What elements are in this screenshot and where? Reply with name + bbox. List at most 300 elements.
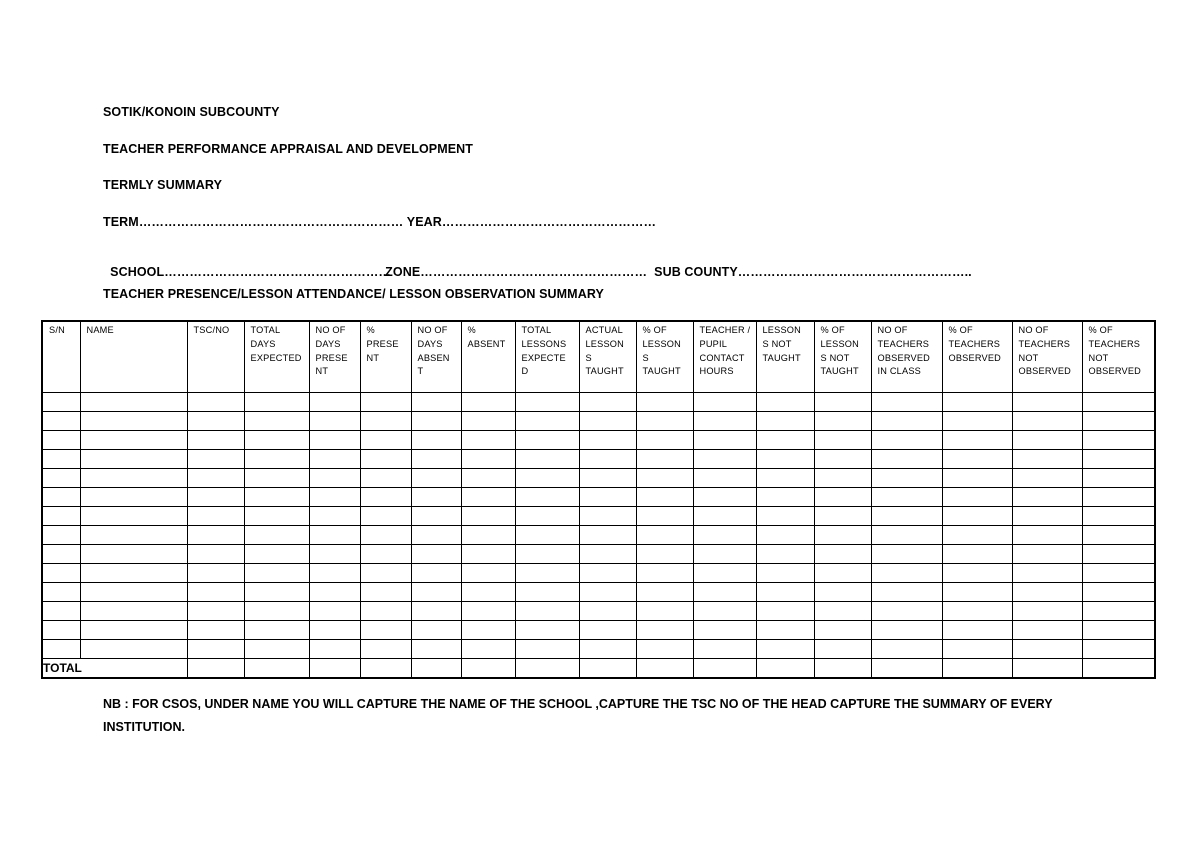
table-cell[interactable] bbox=[1012, 583, 1082, 602]
table-cell[interactable] bbox=[244, 412, 309, 431]
table-cell[interactable] bbox=[42, 431, 80, 450]
table-cell[interactable] bbox=[309, 431, 360, 450]
table-cell[interactable] bbox=[309, 564, 360, 583]
total-cell[interactable] bbox=[515, 659, 579, 679]
table-cell[interactable] bbox=[244, 545, 309, 564]
column-header: TOTAL LESSONS EXPECTE D bbox=[515, 321, 579, 393]
table-cell[interactable] bbox=[756, 393, 814, 412]
table-cell[interactable] bbox=[360, 469, 411, 488]
table-cell[interactable] bbox=[579, 412, 636, 431]
table-cell[interactable] bbox=[636, 526, 693, 545]
table-cell[interactable] bbox=[515, 564, 579, 583]
table-cell[interactable] bbox=[1082, 507, 1155, 526]
table-cell[interactable] bbox=[515, 640, 579, 659]
school-zone-line bbox=[103, 251, 972, 279]
table-cell[interactable] bbox=[309, 583, 360, 602]
table-cell[interactable] bbox=[309, 393, 360, 412]
table-cell[interactable] bbox=[636, 545, 693, 564]
table-cell[interactable] bbox=[515, 583, 579, 602]
table-cell[interactable] bbox=[42, 621, 80, 640]
table-cell[interactable] bbox=[871, 412, 942, 431]
total-cell[interactable] bbox=[309, 659, 360, 679]
table-cell[interactable] bbox=[871, 602, 942, 621]
table-cell[interactable] bbox=[756, 488, 814, 507]
table-cell[interactable] bbox=[1012, 602, 1082, 621]
table-cell[interactable] bbox=[579, 488, 636, 507]
table-cell[interactable] bbox=[942, 469, 1012, 488]
table-cell[interactable] bbox=[1082, 412, 1155, 431]
table-cell[interactable] bbox=[309, 640, 360, 659]
table-cell[interactable] bbox=[42, 507, 80, 526]
table-cell[interactable] bbox=[42, 526, 80, 545]
column-header: ACTUAL LESSON S TAUGHT bbox=[579, 321, 636, 393]
table-cell[interactable] bbox=[636, 583, 693, 602]
table-cell[interactable] bbox=[360, 431, 411, 450]
total-cell[interactable] bbox=[360, 659, 411, 679]
table-cell[interactable] bbox=[461, 469, 515, 488]
table-cell[interactable] bbox=[411, 431, 461, 450]
table-cell[interactable] bbox=[1082, 640, 1155, 659]
table-cell[interactable] bbox=[579, 621, 636, 640]
table-cell[interactable] bbox=[579, 469, 636, 488]
table-cell[interactable] bbox=[814, 469, 871, 488]
table-cell[interactable] bbox=[309, 602, 360, 621]
table-cell[interactable] bbox=[814, 621, 871, 640]
table-cell[interactable] bbox=[80, 621, 187, 640]
table-cell[interactable] bbox=[756, 431, 814, 450]
table-cell[interactable] bbox=[871, 507, 942, 526]
table-cell[interactable] bbox=[42, 602, 80, 621]
table-cell[interactable] bbox=[636, 469, 693, 488]
table-cell[interactable] bbox=[309, 469, 360, 488]
table-cell[interactable] bbox=[309, 526, 360, 545]
column-header: TEACHER / PUPIL CONTACT HOURS bbox=[693, 321, 756, 393]
total-cell[interactable] bbox=[756, 659, 814, 679]
table-cell[interactable] bbox=[461, 412, 515, 431]
table-cell[interactable] bbox=[756, 507, 814, 526]
table-cell[interactable] bbox=[360, 545, 411, 564]
table-cell[interactable] bbox=[80, 507, 187, 526]
table-cell[interactable] bbox=[187, 526, 244, 545]
table-body bbox=[42, 393, 1155, 679]
table-row bbox=[42, 507, 1155, 526]
table-cell[interactable] bbox=[411, 526, 461, 545]
table-cell[interactable] bbox=[461, 621, 515, 640]
total-cell[interactable] bbox=[1082, 659, 1155, 679]
table-cell[interactable] bbox=[814, 526, 871, 545]
table-cell[interactable] bbox=[80, 583, 187, 602]
table-cell[interactable] bbox=[187, 602, 244, 621]
table-cell[interactable] bbox=[1082, 602, 1155, 621]
table-cell[interactable] bbox=[693, 469, 756, 488]
table-cell[interactable] bbox=[461, 393, 515, 412]
table-cell[interactable] bbox=[756, 602, 814, 621]
table-cell[interactable] bbox=[244, 507, 309, 526]
table-cell[interactable] bbox=[636, 507, 693, 526]
table-cell[interactable] bbox=[871, 564, 942, 583]
table-cell[interactable] bbox=[515, 602, 579, 621]
table-cell[interactable] bbox=[244, 488, 309, 507]
table-cell[interactable] bbox=[309, 507, 360, 526]
table-cell[interactable] bbox=[756, 412, 814, 431]
table-cell[interactable] bbox=[360, 564, 411, 583]
table-cell[interactable] bbox=[579, 450, 636, 469]
table-cell[interactable] bbox=[693, 412, 756, 431]
table-cell[interactable] bbox=[187, 469, 244, 488]
table-row bbox=[42, 583, 1155, 602]
table-cell[interactable] bbox=[42, 545, 80, 564]
table-cell[interactable] bbox=[756, 450, 814, 469]
table-cell[interactable] bbox=[461, 583, 515, 602]
column-header: LESSON S NOT TAUGHT bbox=[756, 321, 814, 393]
total-cell[interactable] bbox=[1012, 659, 1082, 679]
table-cell[interactable] bbox=[309, 621, 360, 640]
table-cell[interactable] bbox=[80, 602, 187, 621]
table-cell[interactable] bbox=[636, 431, 693, 450]
table-cell[interactable] bbox=[187, 621, 244, 640]
table-cell[interactable] bbox=[244, 450, 309, 469]
table-cell[interactable] bbox=[42, 393, 80, 412]
table-cell[interactable] bbox=[1012, 450, 1082, 469]
table-cell[interactable] bbox=[461, 602, 515, 621]
column-header: % ABSENT bbox=[461, 321, 515, 393]
total-cell[interactable] bbox=[579, 659, 636, 679]
table-cell[interactable] bbox=[42, 469, 80, 488]
table-cell[interactable] bbox=[693, 640, 756, 659]
table-cell[interactable] bbox=[1012, 564, 1082, 583]
table-cell[interactable] bbox=[814, 507, 871, 526]
table-cell[interactable] bbox=[411, 412, 461, 431]
table-cell[interactable] bbox=[814, 393, 871, 412]
table-cell[interactable] bbox=[1012, 507, 1082, 526]
table-cell[interactable] bbox=[579, 507, 636, 526]
table-cell[interactable] bbox=[411, 488, 461, 507]
total-cell[interactable] bbox=[244, 659, 309, 679]
table-cell[interactable] bbox=[411, 393, 461, 412]
table-cell[interactable] bbox=[187, 640, 244, 659]
table-row bbox=[42, 488, 1155, 507]
table-cell[interactable] bbox=[309, 545, 360, 564]
table-cell[interactable] bbox=[579, 431, 636, 450]
table-cell[interactable] bbox=[411, 621, 461, 640]
table-cell[interactable] bbox=[187, 393, 244, 412]
table-cell[interactable] bbox=[1082, 583, 1155, 602]
table-cell[interactable] bbox=[814, 431, 871, 450]
table-cell[interactable] bbox=[461, 431, 515, 450]
table-cell[interactable] bbox=[1012, 545, 1082, 564]
table-cell[interactable] bbox=[942, 545, 1012, 564]
table-cell[interactable] bbox=[1082, 564, 1155, 583]
table-cell[interactable] bbox=[871, 431, 942, 450]
total-cell[interactable] bbox=[942, 659, 1012, 679]
table-cell[interactable] bbox=[814, 602, 871, 621]
school-field: SCHOOL……………………………………………… bbox=[110, 265, 392, 279]
table-cell[interactable] bbox=[942, 526, 1012, 545]
table-cell[interactable] bbox=[360, 507, 411, 526]
table-cell[interactable] bbox=[309, 488, 360, 507]
table-cell[interactable] bbox=[871, 640, 942, 659]
table-cell[interactable] bbox=[756, 621, 814, 640]
table-cell[interactable] bbox=[80, 488, 187, 507]
total-cell[interactable] bbox=[636, 659, 693, 679]
table-cell[interactable] bbox=[461, 545, 515, 564]
table-cell[interactable] bbox=[871, 583, 942, 602]
table-cell[interactable] bbox=[461, 640, 515, 659]
table-cell[interactable] bbox=[693, 450, 756, 469]
summary-table bbox=[41, 320, 1156, 679]
table-cell[interactable] bbox=[1082, 526, 1155, 545]
column-header: % PRESE NT bbox=[360, 321, 411, 393]
table-cell[interactable] bbox=[756, 564, 814, 583]
table-row bbox=[42, 469, 1155, 488]
table-cell[interactable] bbox=[515, 545, 579, 564]
table-cell[interactable] bbox=[244, 640, 309, 659]
table-cell[interactable] bbox=[814, 583, 871, 602]
table-cell[interactable] bbox=[871, 526, 942, 545]
table-cell[interactable] bbox=[80, 526, 187, 545]
table-cell[interactable] bbox=[411, 640, 461, 659]
table-cell[interactable] bbox=[693, 564, 756, 583]
column-header: TOTAL DAYS EXPECTED bbox=[244, 321, 309, 393]
table-cell[interactable] bbox=[515, 507, 579, 526]
table-cell[interactable] bbox=[461, 526, 515, 545]
table-cell[interactable] bbox=[636, 621, 693, 640]
column-header: % OF LESSON S NOT TAUGHT bbox=[814, 321, 871, 393]
table-cell[interactable] bbox=[187, 450, 244, 469]
table-cell[interactable] bbox=[693, 507, 756, 526]
table-cell[interactable] bbox=[80, 545, 187, 564]
table-cell[interactable] bbox=[693, 583, 756, 602]
table-cell[interactable] bbox=[80, 412, 187, 431]
table-cell[interactable] bbox=[187, 431, 244, 450]
table-row bbox=[42, 640, 1155, 659]
zone-field: ZONE……………………………………………… bbox=[385, 265, 648, 279]
table-cell[interactable] bbox=[1012, 621, 1082, 640]
column-header: NO OF TEACHERS NOT OBSERVED bbox=[1012, 321, 1082, 393]
column-header: NO OF DAYS PRESE NT bbox=[309, 321, 360, 393]
table-cell[interactable] bbox=[515, 526, 579, 545]
table-cell[interactable] bbox=[636, 412, 693, 431]
table-cell[interactable] bbox=[360, 412, 411, 431]
table-cell[interactable] bbox=[80, 450, 187, 469]
table-cell[interactable] bbox=[515, 621, 579, 640]
table-cell[interactable] bbox=[636, 450, 693, 469]
table-cell[interactable] bbox=[187, 507, 244, 526]
total-label: TOTAL bbox=[42, 659, 187, 679]
table-cell[interactable] bbox=[42, 583, 80, 602]
table-cell[interactable] bbox=[360, 488, 411, 507]
sub-county-field: SUB COUNTY……………………………………………….. bbox=[654, 265, 972, 279]
table-cell[interactable] bbox=[1082, 621, 1155, 640]
total-cell[interactable] bbox=[187, 659, 244, 679]
table-cell[interactable] bbox=[309, 412, 360, 431]
table-cell[interactable] bbox=[244, 583, 309, 602]
table-cell[interactable] bbox=[1082, 393, 1155, 412]
table-cell[interactable] bbox=[871, 469, 942, 488]
table-cell[interactable] bbox=[1012, 393, 1082, 412]
table-cell[interactable] bbox=[756, 640, 814, 659]
table-cell[interactable] bbox=[515, 431, 579, 450]
table-cell[interactable] bbox=[80, 469, 187, 488]
table-cell[interactable] bbox=[871, 488, 942, 507]
column-header: S/N bbox=[42, 321, 80, 393]
table-cell[interactable] bbox=[244, 526, 309, 545]
table-cell[interactable] bbox=[1012, 412, 1082, 431]
table-cell[interactable] bbox=[942, 507, 1012, 526]
table-cell[interactable] bbox=[693, 621, 756, 640]
table-row bbox=[42, 602, 1155, 621]
table-cell[interactable] bbox=[636, 640, 693, 659]
table-cell[interactable] bbox=[187, 488, 244, 507]
table-cell[interactable] bbox=[1012, 469, 1082, 488]
total-cell[interactable] bbox=[814, 659, 871, 679]
table-cell[interactable] bbox=[411, 602, 461, 621]
table-cell[interactable] bbox=[515, 393, 579, 412]
table-cell[interactable] bbox=[942, 583, 1012, 602]
table-cell[interactable] bbox=[187, 583, 244, 602]
table-cell[interactable] bbox=[42, 488, 80, 507]
table-cell[interactable] bbox=[309, 450, 360, 469]
table-cell[interactable] bbox=[636, 393, 693, 412]
table-cell[interactable] bbox=[1082, 488, 1155, 507]
table-cell[interactable] bbox=[1012, 526, 1082, 545]
table-cell[interactable] bbox=[411, 583, 461, 602]
table-cell[interactable] bbox=[693, 526, 756, 545]
table-cell[interactable] bbox=[636, 564, 693, 583]
table-cell[interactable] bbox=[360, 621, 411, 640]
table-cell[interactable] bbox=[80, 431, 187, 450]
table-cell[interactable] bbox=[411, 564, 461, 583]
table-cell[interactable] bbox=[360, 450, 411, 469]
table-cell[interactable] bbox=[942, 431, 1012, 450]
table-cell[interactable] bbox=[42, 564, 80, 583]
table-cell[interactable] bbox=[814, 564, 871, 583]
table-cell[interactable] bbox=[871, 545, 942, 564]
table-cell[interactable] bbox=[942, 412, 1012, 431]
table-cell[interactable] bbox=[1012, 640, 1082, 659]
table-cell[interactable] bbox=[871, 450, 942, 469]
total-cell[interactable] bbox=[693, 659, 756, 679]
table-cell[interactable] bbox=[411, 450, 461, 469]
table-cell[interactable] bbox=[187, 412, 244, 431]
table-cell[interactable] bbox=[360, 640, 411, 659]
table-cell[interactable] bbox=[693, 545, 756, 564]
table-cell[interactable] bbox=[515, 488, 579, 507]
table-row bbox=[42, 412, 1155, 431]
table-row bbox=[42, 564, 1155, 583]
table-cell[interactable] bbox=[814, 545, 871, 564]
table-cell[interactable] bbox=[80, 564, 187, 583]
table-cell[interactable] bbox=[693, 602, 756, 621]
table-cell[interactable] bbox=[1012, 488, 1082, 507]
table-cell[interactable] bbox=[636, 602, 693, 621]
table-cell[interactable] bbox=[756, 526, 814, 545]
table-cell[interactable] bbox=[244, 393, 309, 412]
table-cell[interactable] bbox=[756, 545, 814, 564]
table-cell[interactable] bbox=[515, 450, 579, 469]
table-row bbox=[42, 621, 1155, 640]
table-cell[interactable] bbox=[942, 488, 1012, 507]
table-cell[interactable] bbox=[1082, 431, 1155, 450]
table-cell[interactable] bbox=[187, 545, 244, 564]
table-cell[interactable] bbox=[814, 450, 871, 469]
table-cell[interactable] bbox=[515, 412, 579, 431]
total-cell[interactable] bbox=[411, 659, 461, 679]
table-cell[interactable] bbox=[42, 640, 80, 659]
table-cell[interactable] bbox=[756, 469, 814, 488]
table-cell[interactable] bbox=[461, 564, 515, 583]
table-cell[interactable] bbox=[360, 602, 411, 621]
table-cell[interactable] bbox=[579, 393, 636, 412]
table-cell[interactable] bbox=[814, 488, 871, 507]
table-row bbox=[42, 450, 1155, 469]
subcounty-title: SOTIK/KONOIN SUBCOUNTY bbox=[103, 105, 280, 119]
table-cell[interactable] bbox=[942, 621, 1012, 640]
table-cell[interactable] bbox=[579, 583, 636, 602]
table-cell[interactable] bbox=[942, 450, 1012, 469]
table-cell[interactable] bbox=[360, 583, 411, 602]
total-cell[interactable] bbox=[461, 659, 515, 679]
table-cell[interactable] bbox=[579, 564, 636, 583]
table-cell[interactable] bbox=[244, 431, 309, 450]
table-cell[interactable] bbox=[942, 393, 1012, 412]
table-cell[interactable] bbox=[411, 469, 461, 488]
table-cell[interactable] bbox=[1082, 469, 1155, 488]
table-cell[interactable] bbox=[461, 507, 515, 526]
table-cell[interactable] bbox=[636, 488, 693, 507]
table-cell[interactable] bbox=[579, 526, 636, 545]
table-cell[interactable] bbox=[942, 564, 1012, 583]
table-cell[interactable] bbox=[1012, 431, 1082, 450]
table-cell[interactable] bbox=[80, 640, 187, 659]
table-cell[interactable] bbox=[756, 583, 814, 602]
table-cell[interactable] bbox=[360, 526, 411, 545]
table-cell[interactable] bbox=[360, 393, 411, 412]
table-cell[interactable] bbox=[693, 488, 756, 507]
nb-note: NB : FOR CSOS, UNDER NAME YOU WILL CAPTURE THE NAME OF THE SCHOOL ,CAPTURE THE TSC NO OF THE HEAD CAPTURE THE SUMMARY OF EVERY INSTITUTION. bbox=[103, 697, 1053, 734]
table-cell[interactable] bbox=[411, 545, 461, 564]
table-cell[interactable] bbox=[579, 545, 636, 564]
table-cell[interactable] bbox=[871, 621, 942, 640]
table-cell[interactable] bbox=[579, 640, 636, 659]
total-cell[interactable] bbox=[871, 659, 942, 679]
table-cell[interactable] bbox=[871, 393, 942, 412]
table-cell[interactable] bbox=[942, 602, 1012, 621]
table-cell[interactable] bbox=[411, 507, 461, 526]
table-cell[interactable] bbox=[244, 469, 309, 488]
table-cell[interactable] bbox=[244, 564, 309, 583]
table-row bbox=[42, 431, 1155, 450]
table-cell[interactable] bbox=[814, 412, 871, 431]
table-cell[interactable] bbox=[814, 640, 871, 659]
table-cell[interactable] bbox=[42, 412, 80, 431]
table-cell[interactable] bbox=[244, 621, 309, 640]
table-cell[interactable] bbox=[42, 450, 80, 469]
table-cell[interactable] bbox=[515, 469, 579, 488]
table-cell[interactable] bbox=[461, 450, 515, 469]
table-cell[interactable] bbox=[187, 564, 244, 583]
table-cell[interactable] bbox=[693, 431, 756, 450]
table-cell[interactable] bbox=[579, 602, 636, 621]
table-title: TEACHER PRESENCE/LESSON ATTENDANCE/ LESSON OBSERVATION SUMMARY bbox=[103, 287, 604, 301]
table-cell[interactable] bbox=[942, 640, 1012, 659]
table-cell[interactable] bbox=[1082, 545, 1155, 564]
table-cell[interactable] bbox=[244, 602, 309, 621]
table-cell[interactable] bbox=[693, 393, 756, 412]
table-cell[interactable] bbox=[80, 393, 187, 412]
table-cell[interactable] bbox=[461, 488, 515, 507]
table-cell[interactable] bbox=[1082, 450, 1155, 469]
